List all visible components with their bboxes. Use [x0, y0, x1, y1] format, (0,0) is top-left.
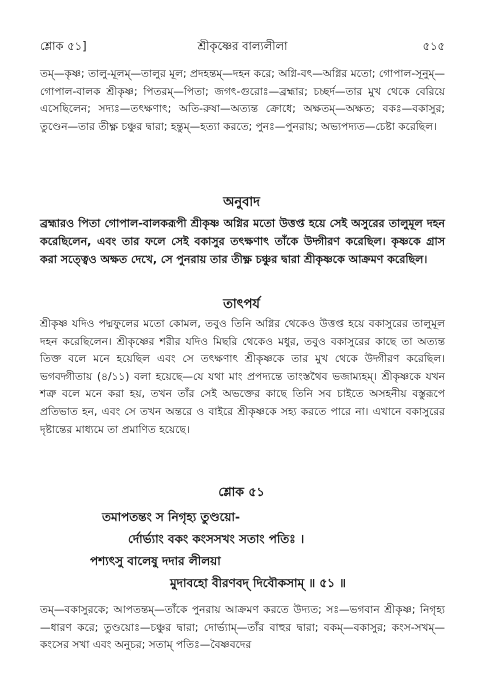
verse	[40, 506, 445, 594]
verse-line: র্দোর্ভ্যাং বকং কংসসখং সতাং পতিঃ ।	[128, 532, 305, 546]
page-header	[40, 38, 445, 56]
purport	[40, 316, 445, 439]
verse-line: পশ্যৎসু বালেষু দদার লীলয়া	[90, 554, 221, 568]
synonyms-top	[40, 66, 445, 136]
synonyms-top-text: তম্—কৃষ্ণ; তালু-মূলম্—তালুর মূল; প্রদহন্তম্—দহন করে; অগ্নি-বৎ—অগ্নির মতো; গোপাল-সূনুম্—গোপাল-বালক শ্রীকৃষ্ণ; পিতরম্—পিতা; জগৎ-গুরোঃ—ব্রহ্মার; চচ্ছর্দ—তার মুখ থেকে বেরিয়ে এসেছিলেন; সদ্যঃ—তৎক্ষণাৎ; অতি-রুষা—অত্যন্ত ক্রোধে; অক্ষতম্—অক্ষত; বকঃ—বকাসুর; তুণ্ডেন—তার তীক্ষ্ণ চঞ্চুর দ্বারা; হন্তুম্—হত্যা করতে; পুনঃ—পুনরায়; অভ্যপদ্যত—চেষ্টা করেছিল।	[40, 68, 445, 133]
verse-line: মুদাবহো বীরণবদ্ দিবৌকসাম্ ॥ ৫১ ॥	[170, 576, 346, 590]
synonyms-bottom	[40, 602, 445, 655]
header-verse-ref: শ্লোক ৫১]	[40, 39, 87, 53]
translation	[40, 215, 445, 269]
purport-heading: তাৎপর্য	[223, 297, 260, 312]
verse-line: তমাপতন্তং স নিগৃহ্য তুণ্ডয়ো-	[102, 510, 240, 524]
translation-heading: অনুবাদ	[223, 195, 260, 210]
purport-text: শ্রীকৃষ্ণ যদিও পদ্মফুলের মতো কোমল, তবুও তিনি অগ্নির থেকেও উত্তপ্ত হয়ে বকাসুরের তালুমূল দহন করেছিলেন। শ্রীকৃষ্ণের শরীর যদিও মিছরি থেকেও মধুর, তবুও বকাসুরের কাছে তা অত্যন্ত তিক্ত বলে মনে হয়েছিল এবং সে তৎক্ষণাৎ শ্রীকৃষ্ণকে তার মুখ থেকে উদ্গীরণ করেছিল। ভগবদ্গীতায় (৪/১১) বলা হয়েছে—যে যথা মাং প্রপদ্যন্তে তাংস্তথৈব ভজাম্যহম্। শ্রীকৃষ্ণকে যখন শত্রু বলে মনে করা হয়, তখন তাঁর সেই অভক্তের কাছে তিনি সব চাইতে অসহনীয় বস্তুরূপে প্রতিভাত হন, এবং সে তখন অন্তরে ও বাইরে শ্রীকৃষ্ণকে সহ্য করতে পারে না। এখানে বকাসুরের দৃষ্টান্তের মাধ্যমে তা প্রমাণিত হয়েছে।	[40, 318, 445, 436]
verse-heading: শ্লোক ৫১	[218, 484, 265, 499]
header-page-number: ৫১৫	[422, 39, 445, 53]
synonyms-bottom-text: তম্—বকাসুরকে; আপতন্তম্—তাঁকে পুনরায় আক্রমণ করতে উদ্যত; সঃ—ভগবান শ্রীকৃষ্ণ; নিগৃহ্য—ধারণ করে; তুণ্ডয়োঃ—চঞ্চুর দ্বারা; দোর্ভ্যাম্—তাঁর বাহুর দ্বারা; বকম্—বকাসুর; কংস-সখম্—কংসের সখা এবং অনুচর; সতাম্ পতিঃ—বৈষ্ণবদের	[40, 604, 445, 652]
header-chapter-title: শ্রীকৃষ্ণের বাল্যলীলা	[197, 39, 288, 53]
translation-text: ব্রহ্মারও পিতা গোপাল-বালকরূপী শ্রীকৃষ্ণ অগ্নির মতো উত্তপ্ত হয়ে সেই অসুরের তালুমূল দহন করেছিলেন, এবং তার ফলে সেই বকাসুর তৎক্ষণাৎ তাঁকে উদ্গীরণ করেছিল। কৃষ্ণকে গ্রাস করা সত্ত্বেও অক্ষত দেখে, সে পুনরায় তার তীক্ষ্ণ চঞ্চুর দ্বারা শ্রীকৃষ্ণকে আক্রমণ করেছিল।	[40, 217, 445, 266]
